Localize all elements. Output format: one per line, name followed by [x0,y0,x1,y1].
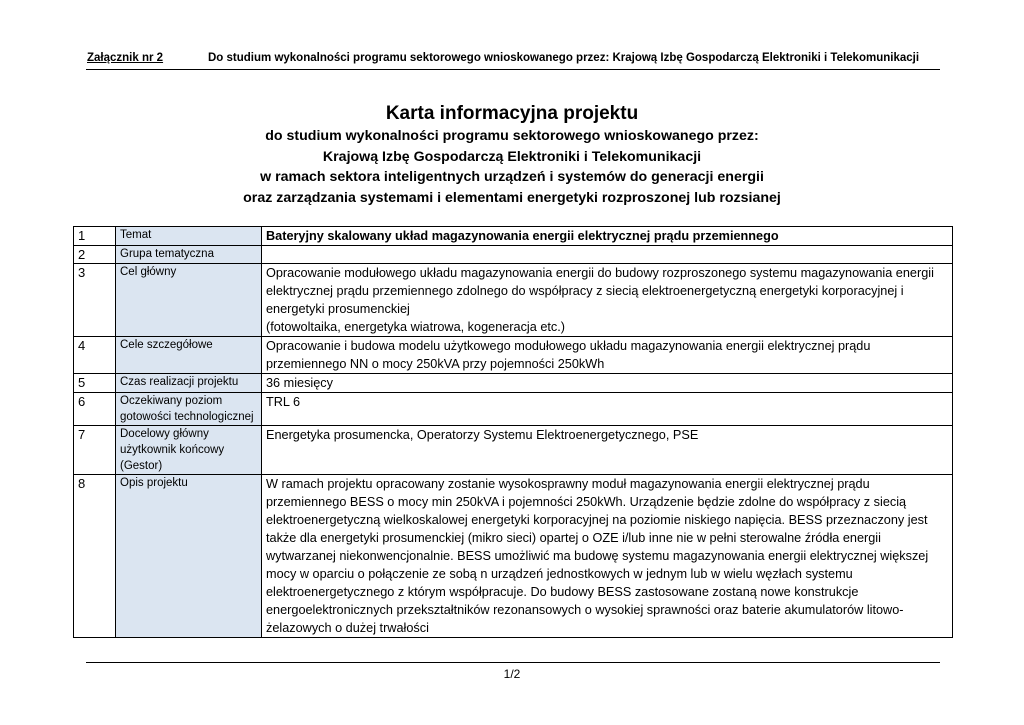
row-label: Oczekiwany poziom gotowości technologicznej [116,393,262,426]
project-info-table [73,226,953,638]
row-value: 36 miesięcy [262,374,953,393]
row-number: 3 [74,264,116,337]
row-value: W ramach projektu opracowany zostanie wysokosprawny moduł magazynowania energii elektrycznej prądu przemiennego BESS o mocy min 250kVA i pojemności 250kWh. Urządzenie będzie zdolne do współpracy z siecią elektroenergetyczną wielkoskalowej energetyki korporacyjnej na poziomie niskiego napięcia. BESS przeznaczony jest także dla energetyki prosumenckiej (mikro sieci) opartej o OZE i/lub inne nie w pełni sterowalne źródła energii wytwarzanej niekonwencjonalnie. BESS umożliwić ma budowę systemu magazynowania energii elektrycznej większej mocy w oparciu o połączenie ze sobą n urządzeń jednostkowych w jednym lub w wielu węzłach systemu elektroenergetycznego z którym współpracuje. Do budowy BESS zastosowane zostaną nowe konstrukcje energoelektronicznych przekształtników rezonansowych o wysokiej sprawności oraz baterie akumulatorów litowo-żelazowych o dużej trwałości [262,475,953,638]
row-value-note: (fotowoltaika, energetyka wiatrowa, kogeneracja etc.) [266,320,566,334]
table-row [74,393,953,426]
row-value [262,264,953,337]
row-value: Energetyka prosumencka, Operatorzy Systemu Elektroenergetycznego, PSE [262,426,953,475]
row-number: 4 [74,337,116,374]
row-number: 5 [74,374,116,393]
table-row [74,337,953,374]
row-value: Opracowanie i budowa modelu użytkowego modułowego układu magazynowania energii elektrycznej prądu przemiennego NN o mocy 250kVA przy pojemności 250kWh [262,337,953,374]
row-value-text: Opracowanie modułowego układu magazynowania energii do budowy rozproszonego systemu magazynowania energii elektrycznej prądu przemiennego zdolnego do współpracy z siecią elektroenergetyczną energetyki korporacyjnej i energetyki prosumenckiej [266,266,934,316]
table-row [74,264,953,337]
row-value [262,246,953,264]
row-number: 8 [74,475,116,638]
subtitle-line-3: w ramach sektora inteligentnych urządzeń i systemów do generacji energii [260,169,764,185]
subtitle-line-1: do studium wykonalności programu sektorowego wnioskowanego przez: [265,128,759,144]
title-block [0,102,1024,208]
row-label: Temat [116,227,262,246]
row-label: Cele szczegółowe [116,337,262,374]
row-number: 6 [74,393,116,426]
page-header [86,51,940,70]
row-label: Czas realizacji projektu [116,374,262,393]
row-label: Docelowy główny użytkownik końcowy (Gestor) [116,426,262,475]
row-number: 1 [74,227,116,246]
row-label: Opis projektu [116,475,262,638]
row-number: 7 [74,426,116,475]
footer-divider [86,662,940,663]
table-row [74,475,953,638]
annex-label: Załącznik nr 2 [87,52,164,64]
row-value: TRL 6 [262,393,953,426]
header-text: Do studium wykonalności programu sektorowego wnioskowanego przez: Krajową Izbę Gospodarczą Elektroniki i Telekomunikacji [208,52,920,64]
table-row [74,426,953,475]
table-row [74,246,953,264]
table-row [74,374,953,393]
row-value: Bateryjny skalowany układ magazynowania energii elektrycznej prądu przemiennego [262,227,953,246]
row-label: Cel główny [116,264,262,337]
page-title: Karta informacyjna projektu [385,103,639,124]
table-row [74,227,953,246]
row-number: 2 [74,246,116,264]
page-number: 1/2 [503,667,521,681]
subtitle-line-4: oraz zarządzania systemami i elementami energetyki rozproszonej lub rozsianej [243,189,781,206]
row-label: Grupa tematyczna [116,246,262,264]
subtitle-line-2: Krajową Izbę Gospodarczą Elektroniki i Telekomunikacji [322,148,702,165]
